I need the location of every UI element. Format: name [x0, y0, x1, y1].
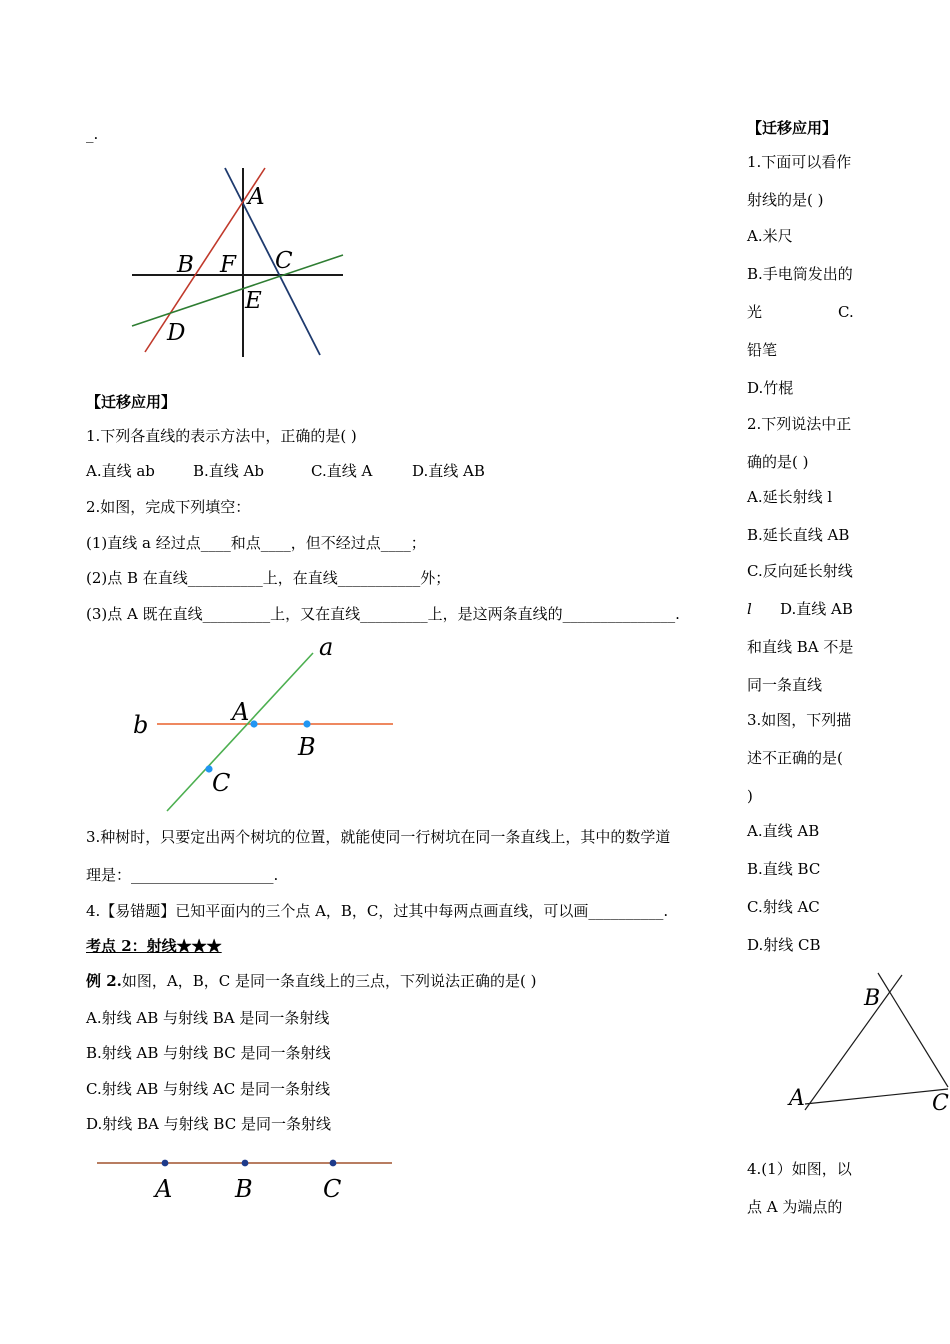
q3-line1: 3.种树时，只要定出两个树坑的位置，就能使同一行树坑在同一条直线上，其中的数学道 [86, 828, 671, 846]
label-B: B [864, 986, 881, 1011]
right-line-16: 和直线 BA 不是 [747, 638, 854, 656]
line-AC [805, 1089, 948, 1104]
line-navy [225, 168, 320, 355]
right-line-4: B.手电筒发出的 [747, 265, 853, 283]
label-A: A [155, 1175, 173, 1203]
label-B: B [177, 252, 194, 278]
stray-mark: _. [86, 125, 99, 143]
line-green [132, 255, 343, 326]
label-a: a [319, 633, 334, 661]
right-line-1: 1.下面可以看作 [747, 153, 852, 171]
label-b: b [133, 711, 149, 739]
label-F: F [220, 252, 236, 278]
right-line-8: D.竹棍 [747, 379, 794, 397]
right-line-12: B.延长直线 AB [747, 526, 850, 544]
right-line-3: A.米尺 [747, 227, 793, 245]
right-line-19: 述不正确的是( [747, 749, 843, 767]
right-line-6: C. [838, 303, 854, 321]
label-C: C [212, 769, 231, 797]
right-line-15: D.直线 AB [780, 600, 853, 618]
point-A [250, 720, 257, 727]
right-line-20: ) [747, 787, 753, 805]
right-line-11: A.延长射线 l [747, 488, 833, 506]
label-E: E [245, 288, 262, 314]
point-B [242, 1160, 249, 1167]
example2-option-d: D.射线 BA 与射线 BC 是同一条射线 [86, 1115, 331, 1133]
label-C: C [323, 1175, 342, 1203]
label-A: A [232, 698, 250, 726]
label-B: B [235, 1175, 253, 1203]
line-a [167, 653, 313, 811]
q1-option-a: A.直线 ab [86, 462, 155, 480]
right-line-22: B.直线 BC [747, 860, 821, 878]
right-q4-line1: 4.(1）如图，以 [747, 1160, 852, 1178]
label-A: A [789, 1086, 805, 1111]
label-D: D [167, 320, 186, 346]
figure-lines-a-b [125, 635, 415, 815]
section-title-right: 【迁移应用】 [747, 119, 838, 137]
right-line-17: 同一条直线 [747, 676, 823, 694]
line-BC [878, 973, 948, 1087]
section-title-left: 【迁移应用】 [86, 393, 177, 411]
point-C [330, 1160, 337, 1167]
example2-stem [86, 971, 536, 991]
kaodian-heading: 考点 2：射线★★★ [86, 937, 222, 955]
right-line-14: l [747, 600, 752, 618]
right-line-10: 确的是( ) [747, 453, 809, 471]
q2-part1: (1)直线 a 经过点____和点____，但不经过点____； [86, 534, 426, 552]
q4-text: 4.【易错题】已知平面内的三个点 A，B，C，过其中每两点画直线，可以画__________. [86, 902, 669, 920]
figure-intersecting-lines [125, 160, 355, 365]
figure-points-on-line [95, 1150, 395, 1210]
right-line-18: 3.如图，下列描 [747, 711, 852, 729]
right-line-9: 2.下列说法中正 [747, 415, 852, 433]
line-AB [805, 975, 902, 1110]
label-C: C [275, 248, 293, 274]
example2-option-b: B.射线 AB 与射线 BC 是同一条射线 [86, 1044, 331, 1062]
right-line-13: C.反向延长射线 [747, 562, 853, 580]
point-B [303, 720, 310, 727]
right-line-24: D.射线 CB [747, 936, 821, 954]
point-A [162, 1160, 169, 1167]
right-line-5: 光 [747, 303, 763, 321]
q1-option-c: C.直线 A [311, 462, 373, 480]
q2-part2: (2)点 B 在直线__________上，在直线___________外； [86, 569, 451, 587]
right-line-21: A.直线 AB [747, 822, 820, 840]
q2-stem: 2.如图，完成下列填空： [86, 498, 251, 516]
q2-part3: (3)点 A 既在直线_________上，又在直线_________上，是这两条直线的_______________. [86, 605, 680, 623]
label-C: C [932, 1091, 949, 1116]
q1-stem: 1.下列各直线的表示方法中，正确的是( ) [86, 427, 357, 445]
example2-option-a: A.射线 AB 与射线 BA 是同一条射线 [86, 1009, 330, 1027]
q3-line2: 理是：___________________. [86, 866, 279, 884]
label-B: B [298, 733, 316, 761]
right-line-2: 射线的是( ) [747, 191, 824, 209]
label-A: A [248, 184, 265, 210]
q1-option-d: D.直线 AB [412, 462, 485, 480]
right-line-7: 铅笔 [747, 341, 778, 359]
right-line-23: C.射线 AC [747, 898, 820, 916]
example2-label: 例 2. [86, 972, 122, 990]
line-red [145, 168, 265, 352]
q1-option-b: B.直线 Ab [193, 462, 264, 480]
example2-option-c: C.射线 AB 与射线 AC 是同一条射线 [86, 1080, 330, 1098]
example2-text: 如图，A，B，C 是同一条直线上的三点，下列说法正确的是( ) [121, 972, 537, 990]
right-q4-line2: 点 A 为端点的 [747, 1198, 843, 1216]
figure-triangle-rays [780, 965, 950, 1125]
